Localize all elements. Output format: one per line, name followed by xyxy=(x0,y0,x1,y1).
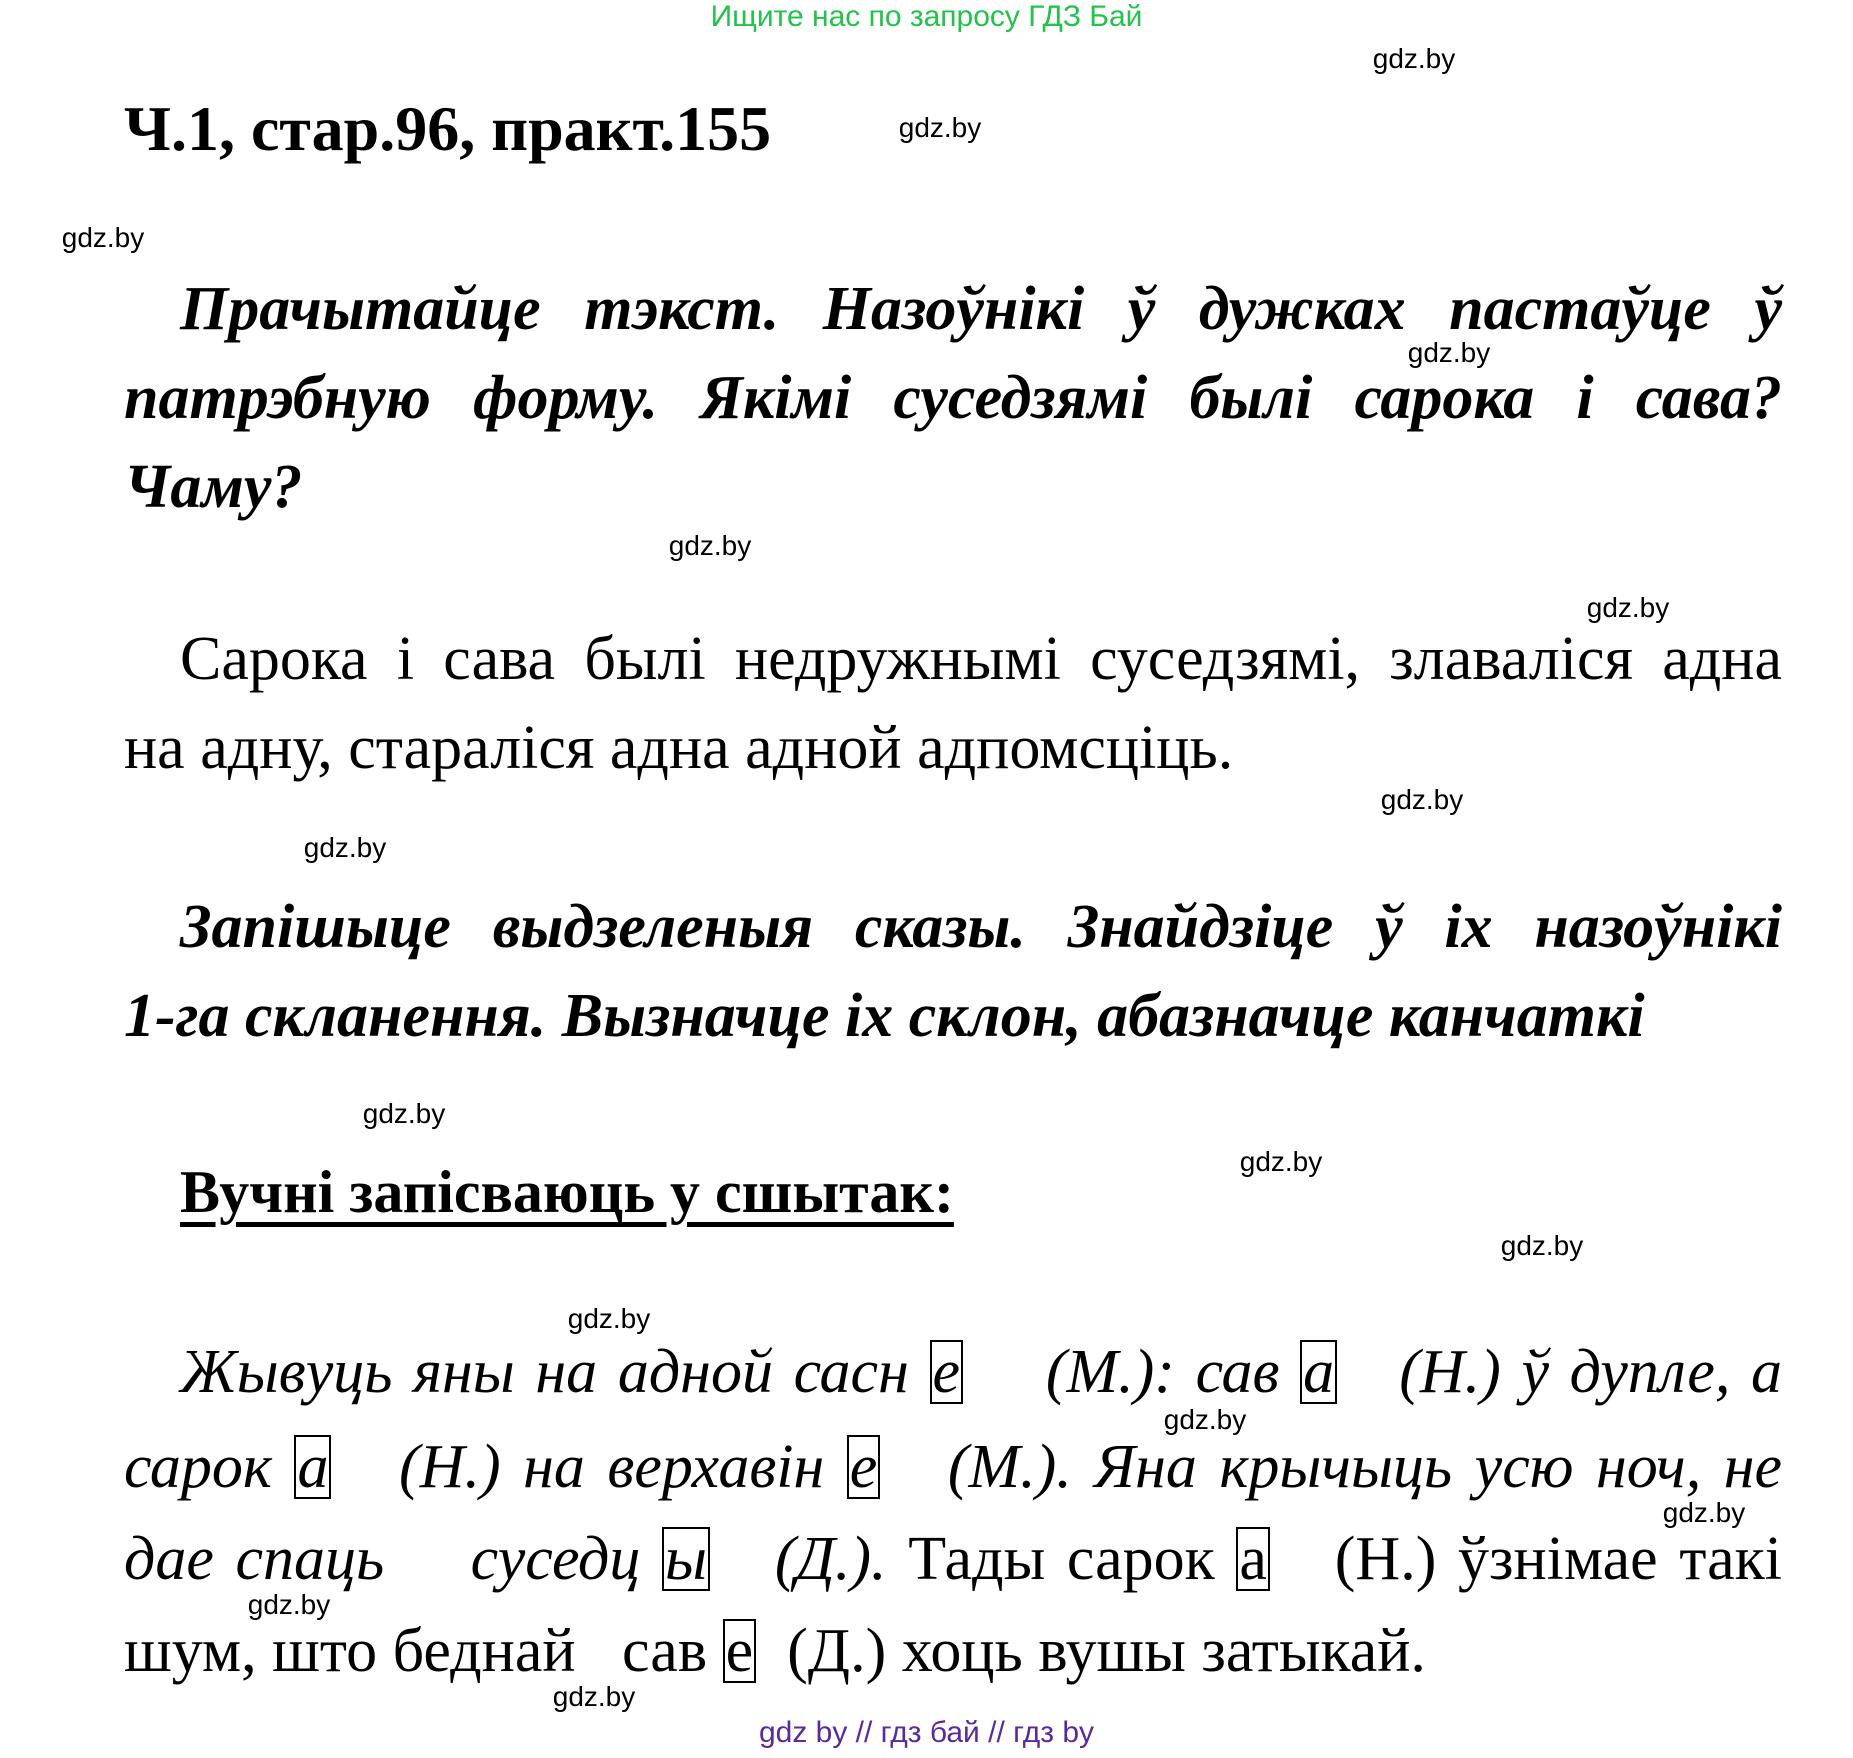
answer-text: дае спаць суседц xyxy=(124,1525,641,1593)
watermark: gdz.by xyxy=(1372,43,1456,74)
answer-text: (М.): сав xyxy=(983,1338,1280,1406)
marked-ending: а xyxy=(294,1435,331,1499)
answer-text: (Д.). xyxy=(731,1525,909,1593)
marked-ending: е xyxy=(847,1435,881,1499)
watermark: gdz.by xyxy=(1662,1497,1746,1528)
watermark: gdz.by xyxy=(247,1589,331,1620)
marked-ending: е xyxy=(930,1340,964,1404)
watermark: gdz.by xyxy=(1586,592,1670,623)
answer-text: (Н.) ўзнімае такі xyxy=(1291,1525,1783,1593)
answer-line xyxy=(180,1340,1782,1404)
answer-text: (Н.) ў дупле, а xyxy=(1357,1338,1783,1406)
answer-line xyxy=(124,1527,1782,1591)
answer-line xyxy=(124,1435,1782,1499)
instruction-2-line-2: 1-га скланення. Вызначце іх склон, абазначце канчаткі xyxy=(124,982,1645,1050)
answer-text: Жывуць яны на адной сасн xyxy=(180,1338,909,1406)
answer-text: сарок xyxy=(124,1433,272,1501)
search-hint-banner[interactable]: Ищите нас по запросу ГДЗ Бай xyxy=(710,0,1143,33)
instruction-1-line-1: Прачытайце тэкст. Назоўнікі ў дужках пастаўце ў xyxy=(180,275,1782,343)
marked-ending: а xyxy=(1236,1527,1270,1591)
answer-text: (Д.) хоць вушы затыкай. xyxy=(771,1617,1426,1685)
page-title: Ч.1, стар.96, практ.155 xyxy=(124,93,772,164)
watermark: gdz.by xyxy=(1239,1146,1323,1177)
bottom-links[interactable]: gdz by // гдз бай // гдз by xyxy=(758,1716,1095,1749)
watermark: gdz.by xyxy=(1500,1230,1584,1261)
watermark: gdz.by xyxy=(362,1098,446,1129)
watermark: gdz.by xyxy=(552,1681,636,1712)
answer-line xyxy=(124,1619,1782,1683)
answer-text: (Н.) на верхавін xyxy=(353,1433,825,1501)
marked-ending: а xyxy=(1300,1340,1337,1404)
marked-ending: ы xyxy=(662,1527,710,1591)
watermark: gdz.by xyxy=(668,530,752,561)
watermark: gdz.by xyxy=(567,1303,651,1334)
instruction-1-line-3: Чаму? xyxy=(124,453,303,521)
answer-text: Тады сарок xyxy=(908,1525,1215,1593)
answer-heading: Вучні запісваюць у сшытак: xyxy=(180,1159,954,1225)
watermark: gdz.by xyxy=(1163,1404,1247,1435)
watermark: gdz.by xyxy=(61,222,145,253)
instruction-2-line-1: Запішыце выдзеленыя сказы. Знайдзіце ў іх назоўнікі xyxy=(180,893,1782,961)
marked-ending: е xyxy=(723,1619,757,1683)
paragraph-line-1: Сарока і сава былі недружнымі суседзямі, злаваліся адна xyxy=(180,625,1782,693)
watermark: gdz.by xyxy=(1407,337,1491,368)
answer-text: шум, што беднай сав xyxy=(124,1617,708,1685)
answer-text: (М.). Яна крычыць усю ноч, не xyxy=(902,1433,1782,1501)
watermark: gdz.by xyxy=(898,112,982,143)
instruction-1-line-2: патрэбную форму. Якімі суседзямі былі сарока і сава? xyxy=(124,364,1782,432)
watermark: gdz.by xyxy=(303,832,387,863)
watermark: gdz.by xyxy=(1380,784,1464,815)
paragraph-line-2: на адну, стараліся адна адной адпомсціць. xyxy=(124,714,1234,782)
